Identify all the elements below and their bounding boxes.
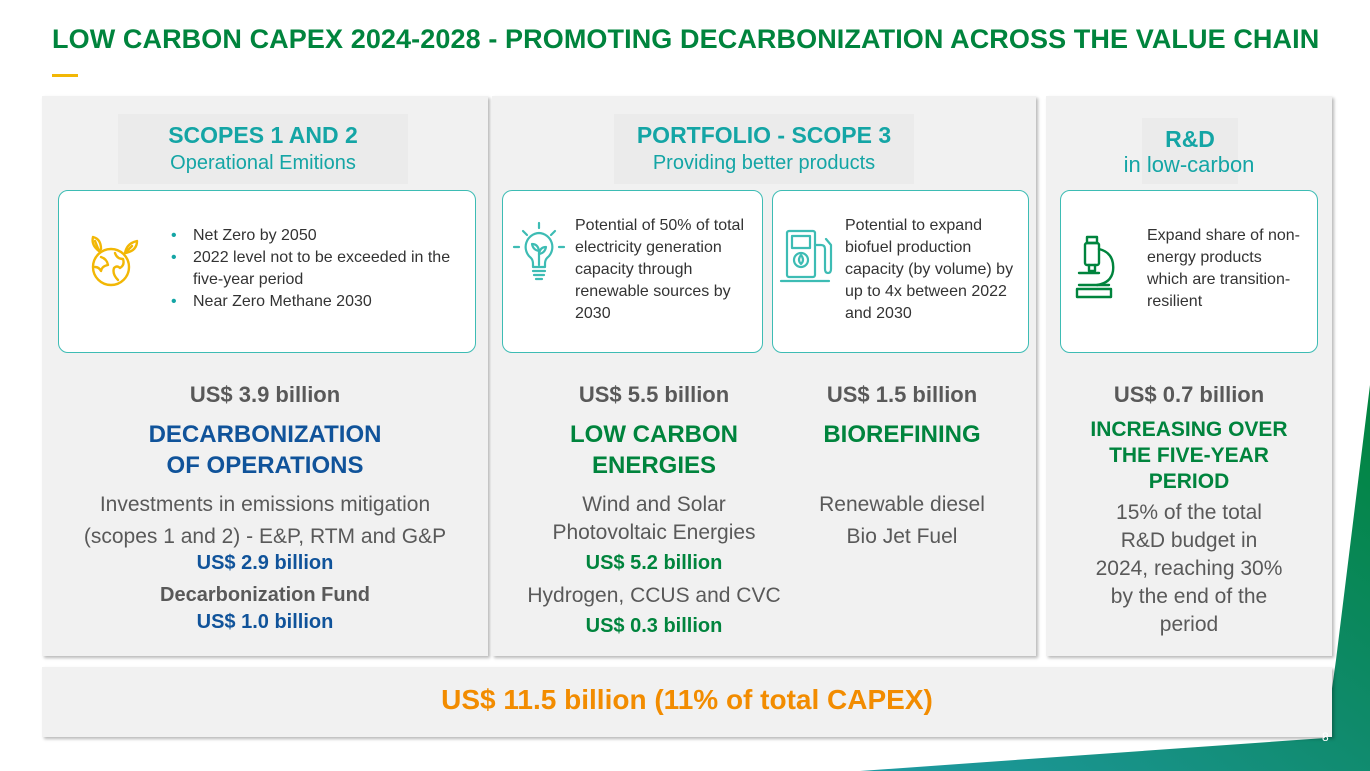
wind-solar-line1: Wind and Solar [582,493,726,516]
scopes-category-line2: OF OPERATIONS [166,452,364,479]
renewables-card-text: Potential of 50% of total electricity generation capacity through renewable sources by 2030 [575,217,744,322]
scopes-description-line2: (scopes 1 and 2) - E&P, RTM and G&P [83,525,447,548]
wind-solar-amount: US$ 5.2 billion [585,552,723,574]
rnd-subheading: in low-carbon [1123,152,1255,177]
page-number: 8 [1322,730,1329,744]
renewables-card [502,190,763,353]
title-accent-bar [52,74,78,77]
scopes-header [118,114,408,184]
portfolio-panel [492,96,1036,656]
biorefining-category: BIOREFINING [823,421,981,448]
slide-title: LOW CARBON CAPEX 2024-2028 - PROMOTING DECARBONIZATION ACROSS THE VALUE CHAIN [52,24,1320,54]
rnd-panel [1046,96,1332,656]
rnd-heading: R&D [1165,126,1215,152]
low-carbon-amount: US$ 5.5 billion [578,382,730,407]
renewable-diesel-label: Renewable diesel [819,493,985,516]
rnd-category-line1: INCREASING OVER [1090,418,1288,441]
scopes-panel [42,96,488,656]
scopes-subheading: Operational Emitions [170,152,356,174]
fuel-pump-icon [779,225,835,289]
decarbonization-fund-label: Decarbonization Fund [160,584,370,606]
rnd-amount: US$ 0.7 billion [1113,382,1265,407]
scopes-amount: US$ 3.9 billion [189,382,341,407]
rnd-card-text: Expand share of non-energy products which are transition-resilient [1147,227,1300,310]
bullet-item: • 2022 level not to be exceeded in the five-year period [171,247,461,291]
biofuel-card-text: Potential to expand biofuel production capacity (by volume) by up to 4x between 2022 and 2030 [845,217,1014,322]
portfolio-subheading: Providing better products [652,152,876,174]
scopes-card [58,190,476,353]
scopes-heading: SCOPES 1 AND 2 [168,122,358,148]
globe-leaves-icon [81,231,145,295]
rnd-description-line4: by the end of the [1110,585,1268,608]
biofuel-card [772,190,1029,353]
bio-jet-fuel-label: Bio Jet Fuel [846,525,958,548]
rnd-card [1060,190,1318,353]
portfolio-heading: PORTFOLIO - SCOPE 3 [636,122,892,148]
rnd-category-line2: THE FIVE-YEAR [1109,444,1269,467]
wind-solar-line2: Photovoltaic Energies [552,521,756,544]
rnd-description-line2: R&D budget in [1120,529,1258,552]
lightbulb-icon [511,221,567,285]
rnd-description-line3: 2024, reaching 30% [1095,557,1283,580]
scopes-description-amount: US$ 2.9 billion [196,552,334,574]
rnd-description-line5: period [1159,613,1219,636]
scopes-bullet-list [171,225,461,313]
total-capex-text: US$ 11.5 billion (11% of total CAPEX) [441,684,933,715]
rnd-description-line1: 15% of the total [1116,501,1262,524]
scopes-description-line1: Investments in emissions mitigation [99,493,431,516]
hydrogen-ccus-amount: US$ 0.3 billion [585,615,723,637]
bullet-item: • Near Zero Methane 2030 [171,291,461,313]
hydrogen-ccus-label: Hydrogen, CCUS and CVC [527,584,781,607]
portfolio-header [614,114,914,184]
biorefining-amount: US$ 1.5 billion [826,382,978,407]
microscope-icon [1073,235,1121,303]
total-capex-bar [42,667,1332,737]
low-carbon-category-line1: LOW CARBON [570,421,738,448]
rnd-category-line3: PERIOD [1148,470,1230,493]
bullet-item: • Net Zero by 2050 [171,225,461,247]
low-carbon-category-line2: ENERGIES [591,452,717,479]
scopes-category-line1: DECARBONIZATION [148,421,382,448]
decarbonization-fund-amount: US$ 1.0 billion [196,611,334,633]
